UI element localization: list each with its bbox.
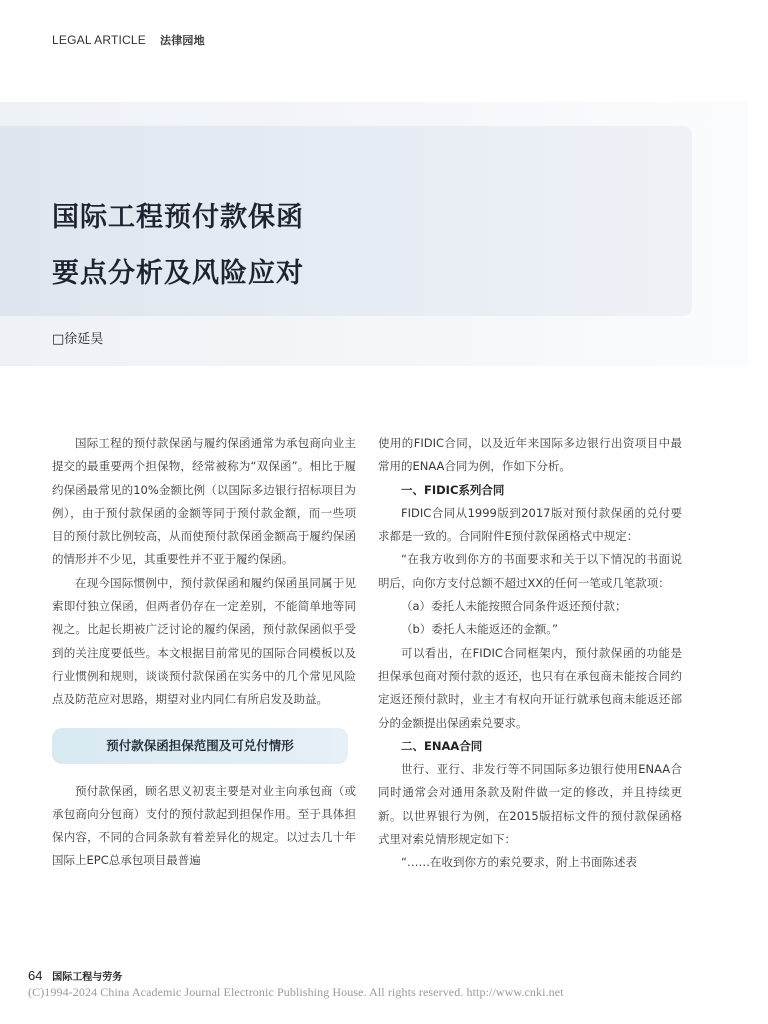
journal-name: 国际工程与劳务: [52, 972, 123, 983]
quote-item: （a）委托人未能按照合同条件返还预付款；: [401, 599, 627, 614]
quote-paragraph: “……在收到你方的索兑要求，附上书面陈述表: [401, 855, 637, 870]
paragraph: 国际工程的预付款保函与履约保函通常为承包商向业主提交的最重要两个担保物，经常被称为“双保函”。相比于履约保函最常见的10%金额比例（以国际多边银行招标项目为例），由于预付款保函的金额等同于预付款金额，而一些项目的预付款比例较高，从而使预付款保函金额高于履约保函的情形并不少见，其重要性并不亚于履约保函。: [52, 436, 356, 567]
page-footer: [28, 968, 122, 983]
paragraph: FIDIC合同从1999版到2017版对预付款保函的兑付要求都是一致的。合同附件E预付款保函格式中规定：: [378, 505, 682, 544]
subheading: 二、ENAA合同: [401, 738, 483, 753]
paragraph: 使用的FIDIC合同，以及近年来国际多边银行出资项目中最常用的ENAA合同为例，作如下分析。: [378, 436, 682, 474]
page-number: 64: [28, 968, 43, 983]
article-title-line-1: 国际工程预付款保函: [52, 202, 304, 233]
header-section-en: LEGAL ARTICLE: [52, 33, 146, 47]
right-column: [378, 432, 682, 875]
paragraph: 可以看出，在FIDIC合同框架内，预付款保函的功能是担保承包商对预付款的返还，也只有在承包商未能按合同约定返还预付款时，业主才有权向开证行就承包商未能返还部分的金额提出保函索兑要求。: [378, 645, 682, 730]
quote-paragraph: “在我方收到你方的书面要求和关于以下情况的书面说明后，向你方支付总额不超过XX的任何一笔或几笔款项：: [378, 552, 682, 590]
paragraph: 在现今国际惯例中，预付款保函和履约保函虽同属于见索即付独立保函，但两者仍存在一定差别，不能简单地等同视之。比起长期被广泛讨论的履约保函，预付款保函似乎受到的关注度要低些。本文根据目前常见的国际合同模板以及行业惯例和规则，谈谈预付款保函在实务中的几个常见风险点及防范应对思路，期望对业内同仁有所启发及助益。: [52, 575, 356, 707]
running-header: [52, 32, 205, 48]
header-section-cn: 法律园地: [160, 34, 205, 47]
subheading: 一、FIDIC系列合同: [401, 482, 505, 497]
quote-item: （b）委托人未能返还的金额。”: [401, 622, 559, 637]
article-title: [52, 190, 304, 302]
paragraph: 世行、亚行、非发行等不同国际多边银行使用ENAA合同时通常会对通用条款及附件做一定的修改，并且持续更新。以世界银行为例，在2015版招标文件的预付款保函格式里对索兑情形规定如下：: [378, 762, 682, 847]
author-byline: □徐延昊: [52, 332, 104, 347]
paragraph: 预付款保函，顾名思义初衷主要是对业主向承包商（或承包商向分包商）支付的预付款起到担保作用。至于具体担保内容，不同的合同条款有着差异化的规定。以过去几十年国际上EPC总承包项目最普遍: [52, 783, 356, 868]
section-heading: 预付款保函担保范围及可兑付情形: [52, 728, 348, 764]
article-title-line-2: 要点分析及风险应对: [52, 258, 304, 289]
left-column: [52, 432, 356, 873]
copyright-watermark: (C)1994-2024 China Academic Journal Electronic Publishing House. All rights reserved. http://www.cnki.net: [28, 985, 564, 999]
